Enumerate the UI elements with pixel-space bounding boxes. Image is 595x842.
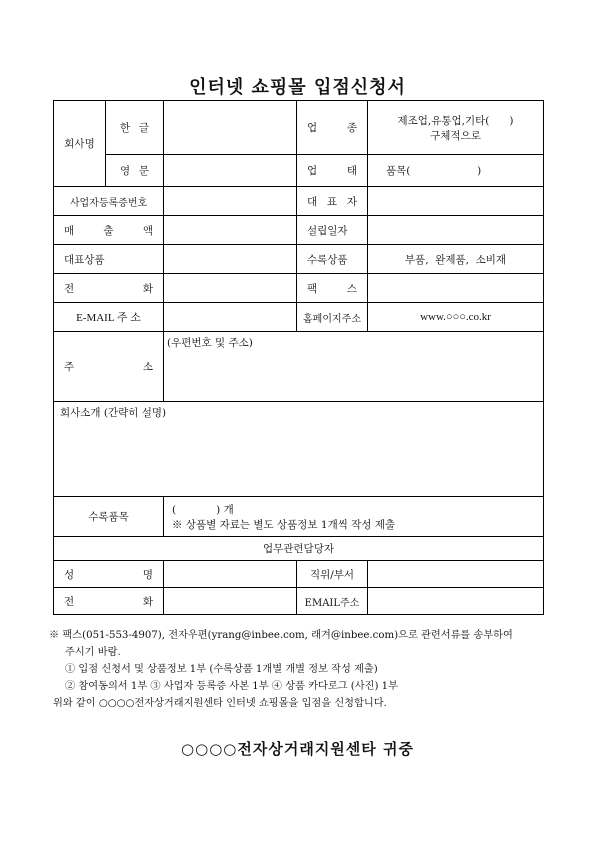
sales-label: 매 출 액 [54,216,164,245]
contact-phone-field[interactable] [164,588,297,615]
industry-value-line2: 구체적으로 [430,129,481,142]
page-title: 인터넷 쇼핑몰 입점신청서 [189,77,406,98]
ceo-label: 대 표 자 [297,187,368,216]
supply-products-label: 수록상품 [297,245,368,274]
address-field[interactable] [164,332,544,402]
contact-email-field[interactable] [368,588,544,615]
reg-no-label: 사업자등록증번호 [54,187,164,216]
note-line-1: ※ 팩스(051-553-4907), 전자우편(yrang@inbee.com, 래겨@inbee.com)으로 관련서류를 송부하여 [49,630,513,641]
homepage-label: 홈페이지주소 [297,303,368,332]
fax-label: 팩 스 [297,274,368,303]
industry-value-line1: 제조업,유통업,기타( ) [397,114,514,127]
items-label: 수록품목 [54,497,164,537]
contact-position-field[interactable] [368,561,544,588]
business-type-label: 업 태 [297,155,368,187]
items-count: ( ) 개 [172,503,234,516]
note-line-4: ② 참여동의서 1부 ③ 사업자 등록증 사본 1부 ④ 상품 카다로그 (사진) 1부 [65,681,399,692]
english-name-label: 영 문 [106,155,164,187]
contact-email-label: EMAIL주소 [297,588,368,615]
email-field[interactable] [164,303,297,332]
phone-label: 전 화 [54,274,164,303]
company-intro-field[interactable] [54,402,544,497]
english-name-field[interactable] [164,155,297,187]
main-products-label: 대표상품 [54,245,164,274]
homepage-field[interactable]: www.○○○.co.kr [368,303,544,332]
items-note: ※ 상품별 자료는 별도 상품정보 1개씩 작성 제출 [172,518,396,531]
founded-label: 설립일자 [297,216,368,245]
ceo-field[interactable] [368,187,544,216]
note-line-3: ① 입점 신청서 및 상품정보 1부 (수록상품 1개별 개별 정보 작성 제출) [65,664,378,675]
contact-header: 업무관련담당자 [54,537,544,561]
industry-label: 업 종 [297,101,368,155]
supply-products-field[interactable]: 부품, 완제품, 소비재 [368,245,544,274]
contact-name-label: 성 명 [54,561,164,588]
sales-field[interactable] [164,216,297,245]
note-line-5: 위와 같이 ○○○○전자상거래지원센타 인터넷 쇼핑몰을 입점을 신청합니다. [53,698,387,709]
contact-phone-label: 전 화 [54,588,164,615]
application-form [53,100,544,615]
company-intro-label: 회사소개 (간략히 설명) [60,407,167,419]
fax-field[interactable] [368,274,544,303]
items-field[interactable] [164,497,544,537]
company-name-label: 회사명 [54,101,106,187]
korean-name-field[interactable] [164,101,297,155]
main-products-field[interactable] [164,245,297,274]
address-hint: (우편번호 및 주소) [167,337,253,349]
contact-position-label: 직위/부서 [297,561,368,588]
address-label: 주 소 [54,332,164,402]
note-line-2: 주시기 바람. [65,647,121,658]
industry-field[interactable] [368,101,544,155]
submission-notes [49,627,553,712]
founded-field[interactable] [368,216,544,245]
korean-name-label: 한 글 [106,101,164,155]
phone-field[interactable] [164,274,297,303]
addressee-footer: ○○○○전자상거래지원센타 귀중 [181,740,414,758]
reg-no-field[interactable] [164,187,297,216]
business-type-field[interactable]: 품목( ) [368,155,544,187]
email-label: E-MAIL 주 소 [54,303,164,332]
contact-name-field[interactable] [164,561,297,588]
